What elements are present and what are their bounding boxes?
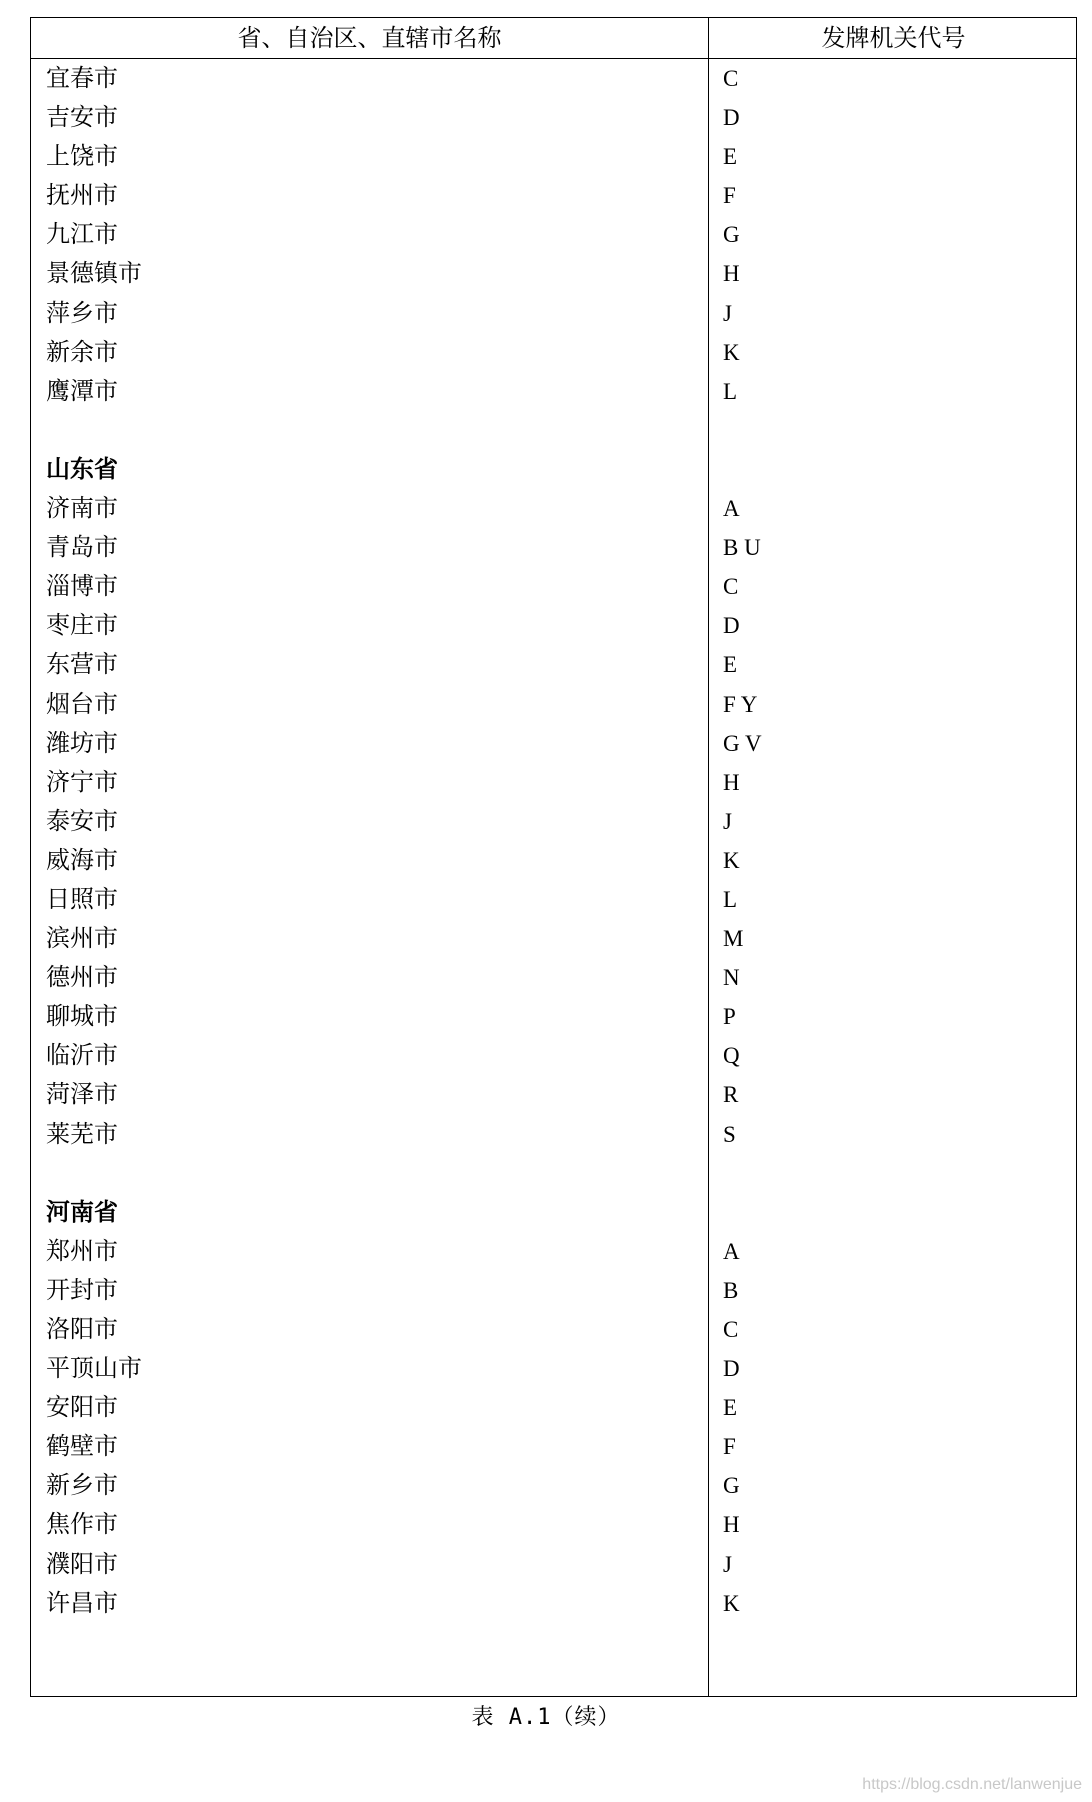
region-name: 萍乡市 bbox=[46, 298, 118, 327]
region-name: 洛阳市 bbox=[46, 1315, 118, 1343]
authority-code: D bbox=[723, 613, 740, 639]
table-row bbox=[31, 137, 1076, 176]
region-name: 吉安市 bbox=[46, 103, 118, 132]
table-row bbox=[31, 645, 1076, 684]
table-row bbox=[31, 333, 1076, 372]
authority-code: F bbox=[723, 183, 736, 209]
table-row bbox=[31, 1115, 1076, 1154]
table-row bbox=[31, 1036, 1076, 1075]
region-name: 威海市 bbox=[46, 845, 118, 874]
region-name: 濮阳市 bbox=[46, 1549, 118, 1578]
province-name: 山东省 bbox=[46, 454, 118, 483]
authority-code: J bbox=[723, 300, 732, 326]
province-name: 河南省 bbox=[46, 1197, 118, 1226]
region-name: 景德镇市 bbox=[46, 259, 142, 288]
table-row bbox=[31, 1545, 1076, 1584]
region-name: 鹰潭市 bbox=[46, 376, 118, 405]
authority-code: A bbox=[723, 1238, 740, 1264]
table-row bbox=[31, 489, 1076, 528]
authority-code: F bbox=[723, 1434, 736, 1460]
table-row bbox=[31, 567, 1076, 606]
table-row bbox=[31, 841, 1076, 880]
region-name: 日照市 bbox=[46, 884, 118, 913]
province-row bbox=[31, 1193, 1076, 1232]
authority-code: P bbox=[723, 1004, 736, 1030]
region-name: 临沂市 bbox=[46, 1041, 118, 1070]
table-row bbox=[31, 254, 1076, 293]
authority-code: D bbox=[723, 105, 740, 131]
region-name: 安阳市 bbox=[46, 1393, 118, 1422]
region-name: 九江市 bbox=[46, 220, 118, 249]
region-name: 宜春市 bbox=[46, 64, 118, 92]
region-name: 开封市 bbox=[46, 1275, 118, 1304]
region-name: 许昌市 bbox=[46, 1588, 118, 1617]
region-name: 新乡市 bbox=[46, 1471, 118, 1500]
region-name: 上饶市 bbox=[46, 142, 118, 171]
region-name: 济南市 bbox=[46, 494, 118, 523]
region-name: 泰安市 bbox=[46, 806, 118, 835]
table-row bbox=[31, 215, 1076, 254]
header-region-name: 省、自治区、直辖市名称 bbox=[237, 24, 502, 52]
table-row bbox=[31, 1388, 1076, 1427]
table-row bbox=[31, 98, 1076, 137]
authority-code: C bbox=[723, 574, 739, 600]
authority-code: M bbox=[723, 926, 744, 952]
authority-code: Q bbox=[723, 1043, 740, 1069]
watermark: https://blog.csdn.net/lanwenjue bbox=[862, 1776, 1082, 1793]
table-row bbox=[31, 1584, 1076, 1623]
table-row bbox=[31, 176, 1076, 215]
table-row bbox=[31, 880, 1076, 919]
region-name: 滨州市 bbox=[46, 924, 118, 953]
table-row bbox=[31, 919, 1076, 958]
region-name: 抚州市 bbox=[46, 181, 118, 210]
table-row bbox=[31, 997, 1076, 1036]
authority-code: C bbox=[723, 66, 739, 91]
region-name: 青岛市 bbox=[46, 533, 118, 562]
table-row bbox=[31, 1505, 1076, 1544]
header-authority-code: 发牌机关代号 bbox=[821, 24, 966, 52]
authority-code: K bbox=[723, 1590, 740, 1616]
authority-code: E bbox=[723, 144, 738, 170]
table-row bbox=[31, 763, 1076, 802]
region-name: 淄博市 bbox=[46, 572, 118, 601]
region-name: 焦作市 bbox=[46, 1510, 118, 1539]
table-row bbox=[31, 1427, 1076, 1466]
authority-code: F Y bbox=[723, 691, 758, 717]
province-row bbox=[31, 450, 1076, 489]
blank-row bbox=[31, 1154, 1076, 1193]
authority-code: C bbox=[723, 1317, 739, 1342]
region-name: 德州市 bbox=[46, 963, 118, 992]
region-name: 鹤壁市 bbox=[46, 1432, 118, 1461]
table-caption: 表 A.1（续） bbox=[471, 1705, 621, 1730]
table-row bbox=[31, 958, 1076, 997]
authority-code: H bbox=[723, 261, 740, 287]
region-name: 东营市 bbox=[46, 650, 118, 679]
authority-code: K bbox=[723, 339, 740, 365]
authority-code: H bbox=[723, 1512, 740, 1538]
table-row bbox=[31, 528, 1076, 567]
table-row bbox=[31, 606, 1076, 645]
region-name: 平顶山市 bbox=[46, 1354, 142, 1383]
table-body bbox=[31, 59, 1076, 1623]
authority-code: H bbox=[723, 769, 740, 795]
table-row bbox=[31, 1271, 1076, 1310]
authority-code: D bbox=[723, 1356, 740, 1382]
table-row bbox=[31, 1466, 1076, 1505]
authority-code: A bbox=[723, 496, 740, 522]
table-row bbox=[31, 1349, 1076, 1388]
authority-code: L bbox=[723, 378, 738, 404]
authority-code: N bbox=[723, 965, 740, 991]
table-row bbox=[31, 685, 1076, 724]
region-name: 新余市 bbox=[46, 337, 118, 366]
authority-code: B bbox=[723, 1277, 739, 1303]
region-name: 聊城市 bbox=[46, 1002, 118, 1031]
table-row bbox=[31, 802, 1076, 841]
region-name: 枣庄市 bbox=[46, 611, 118, 640]
authority-code: R bbox=[723, 1082, 739, 1108]
authority-code: E bbox=[723, 1395, 738, 1421]
region-name: 菏泽市 bbox=[46, 1080, 118, 1109]
authority-code: J bbox=[723, 1551, 732, 1577]
region-name: 烟台市 bbox=[46, 689, 118, 718]
authority-code: B U bbox=[723, 535, 761, 561]
table-row bbox=[31, 1310, 1076, 1349]
table-row bbox=[31, 724, 1076, 763]
table-row bbox=[31, 1232, 1076, 1271]
table-row bbox=[31, 1075, 1076, 1114]
authority-code: G V bbox=[723, 730, 762, 756]
authority-code: S bbox=[723, 1121, 736, 1147]
authority-code: E bbox=[723, 652, 738, 678]
region-name: 济宁市 bbox=[46, 767, 118, 796]
authority-code: G bbox=[723, 222, 740, 248]
region-name: 莱芜市 bbox=[46, 1119, 118, 1148]
license-authority-table bbox=[30, 17, 1077, 1697]
region-name: 郑州市 bbox=[46, 1236, 118, 1265]
table-row bbox=[31, 372, 1076, 411]
table-row bbox=[31, 59, 1076, 98]
authority-code: K bbox=[723, 847, 740, 873]
authority-code: L bbox=[723, 886, 738, 912]
authority-code: J bbox=[723, 808, 732, 834]
authority-code: G bbox=[723, 1473, 740, 1499]
table-row bbox=[31, 294, 1076, 333]
blank-row bbox=[31, 411, 1076, 450]
region-name: 潍坊市 bbox=[46, 728, 118, 757]
